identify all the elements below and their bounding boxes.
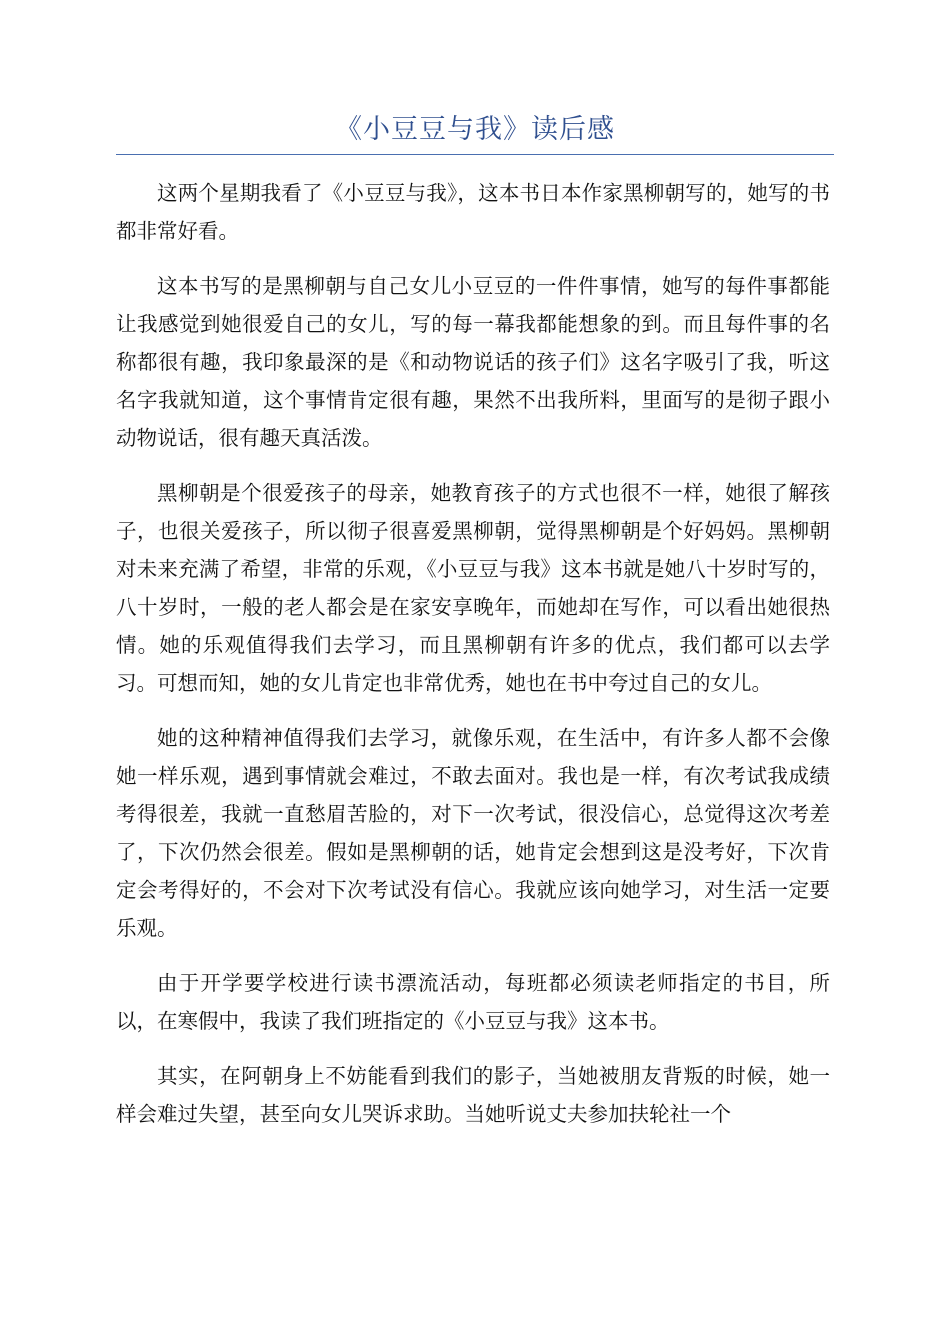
document-title: 《小豆豆与我》读后感 [335, 114, 615, 145]
paragraph-1: 这两个星期我看了《小豆豆与我》，这本书日本作家黑柳朝写的，她写的书都非常好看。 [116, 181, 830, 243]
paragraph-2: 这本书写的是黑柳朝与自己女儿小豆豆的一件件事情，她写的每件事都能让我感觉到她很爱自己的女儿，写的每一幕我都能想象的到。而且每件事的名称都很有趣，我印象最深的是《和动物说话的孩子们》这名字吸引了我，听这名字我就知道，这个事情肯定很有趣，果然不出我所料，里面写的是彻子跟小动物说话，很有趣天真活泼。 [116, 274, 830, 450]
title-underline [116, 154, 834, 155]
paragraph-3: 黑柳朝是个很爱孩子的母亲，她教育孩子的方式也很不一样，她很了解孩子，也很关爱孩子，所以彻子很喜爱黑柳朝，觉得黑柳朝是个好妈妈。黑柳朝对未来充满了希望，非常的乐观，《小豆豆与我》这本书就是她八十岁时写的，八十岁时，一般的老人都会是在家安享晚年，而她却在写作，可以看出她很热情。她的乐观值得我们去学习，而且黑柳朝有许多的优点，我们都可以去学习。可想而知，她的女儿肯定也非常优秀，她也在书中夸过自己的女儿。 [116, 481, 830, 695]
paragraph-4: 她的这种精神值得我们去学习，就像乐观，在生活中，有许多人都不会像她一样乐观，遇到事情就会难过，不敢去面对。我也是一样，有次考试我成绩考得很差，我就一直愁眉苦脸的，对下一次考试，很没信心，总觉得这次考差了，下次仍然会很差。假如是黑柳朝的话，她肯定会想到这是没考好，下次肯定会考得好的，不会对下次考试没有信心。我就应该向她学习，对生活一定要乐观。 [116, 726, 830, 940]
paragraph-6: 其实，在阿朝身上不妨能看到我们的影子，当她被朋友背叛的时候，她一样会难过失望，甚至向女儿哭诉求助。当她听说丈夫参加扶轮社一个 [116, 1064, 830, 1126]
document-body [116, 174, 830, 1150]
paragraph-5: 由于开学要学校进行读书漂流活动，每班都必须读老师指定的书目，所以，在寒假中，我读了我们班指定的《小豆豆与我》这本书。 [116, 971, 830, 1033]
